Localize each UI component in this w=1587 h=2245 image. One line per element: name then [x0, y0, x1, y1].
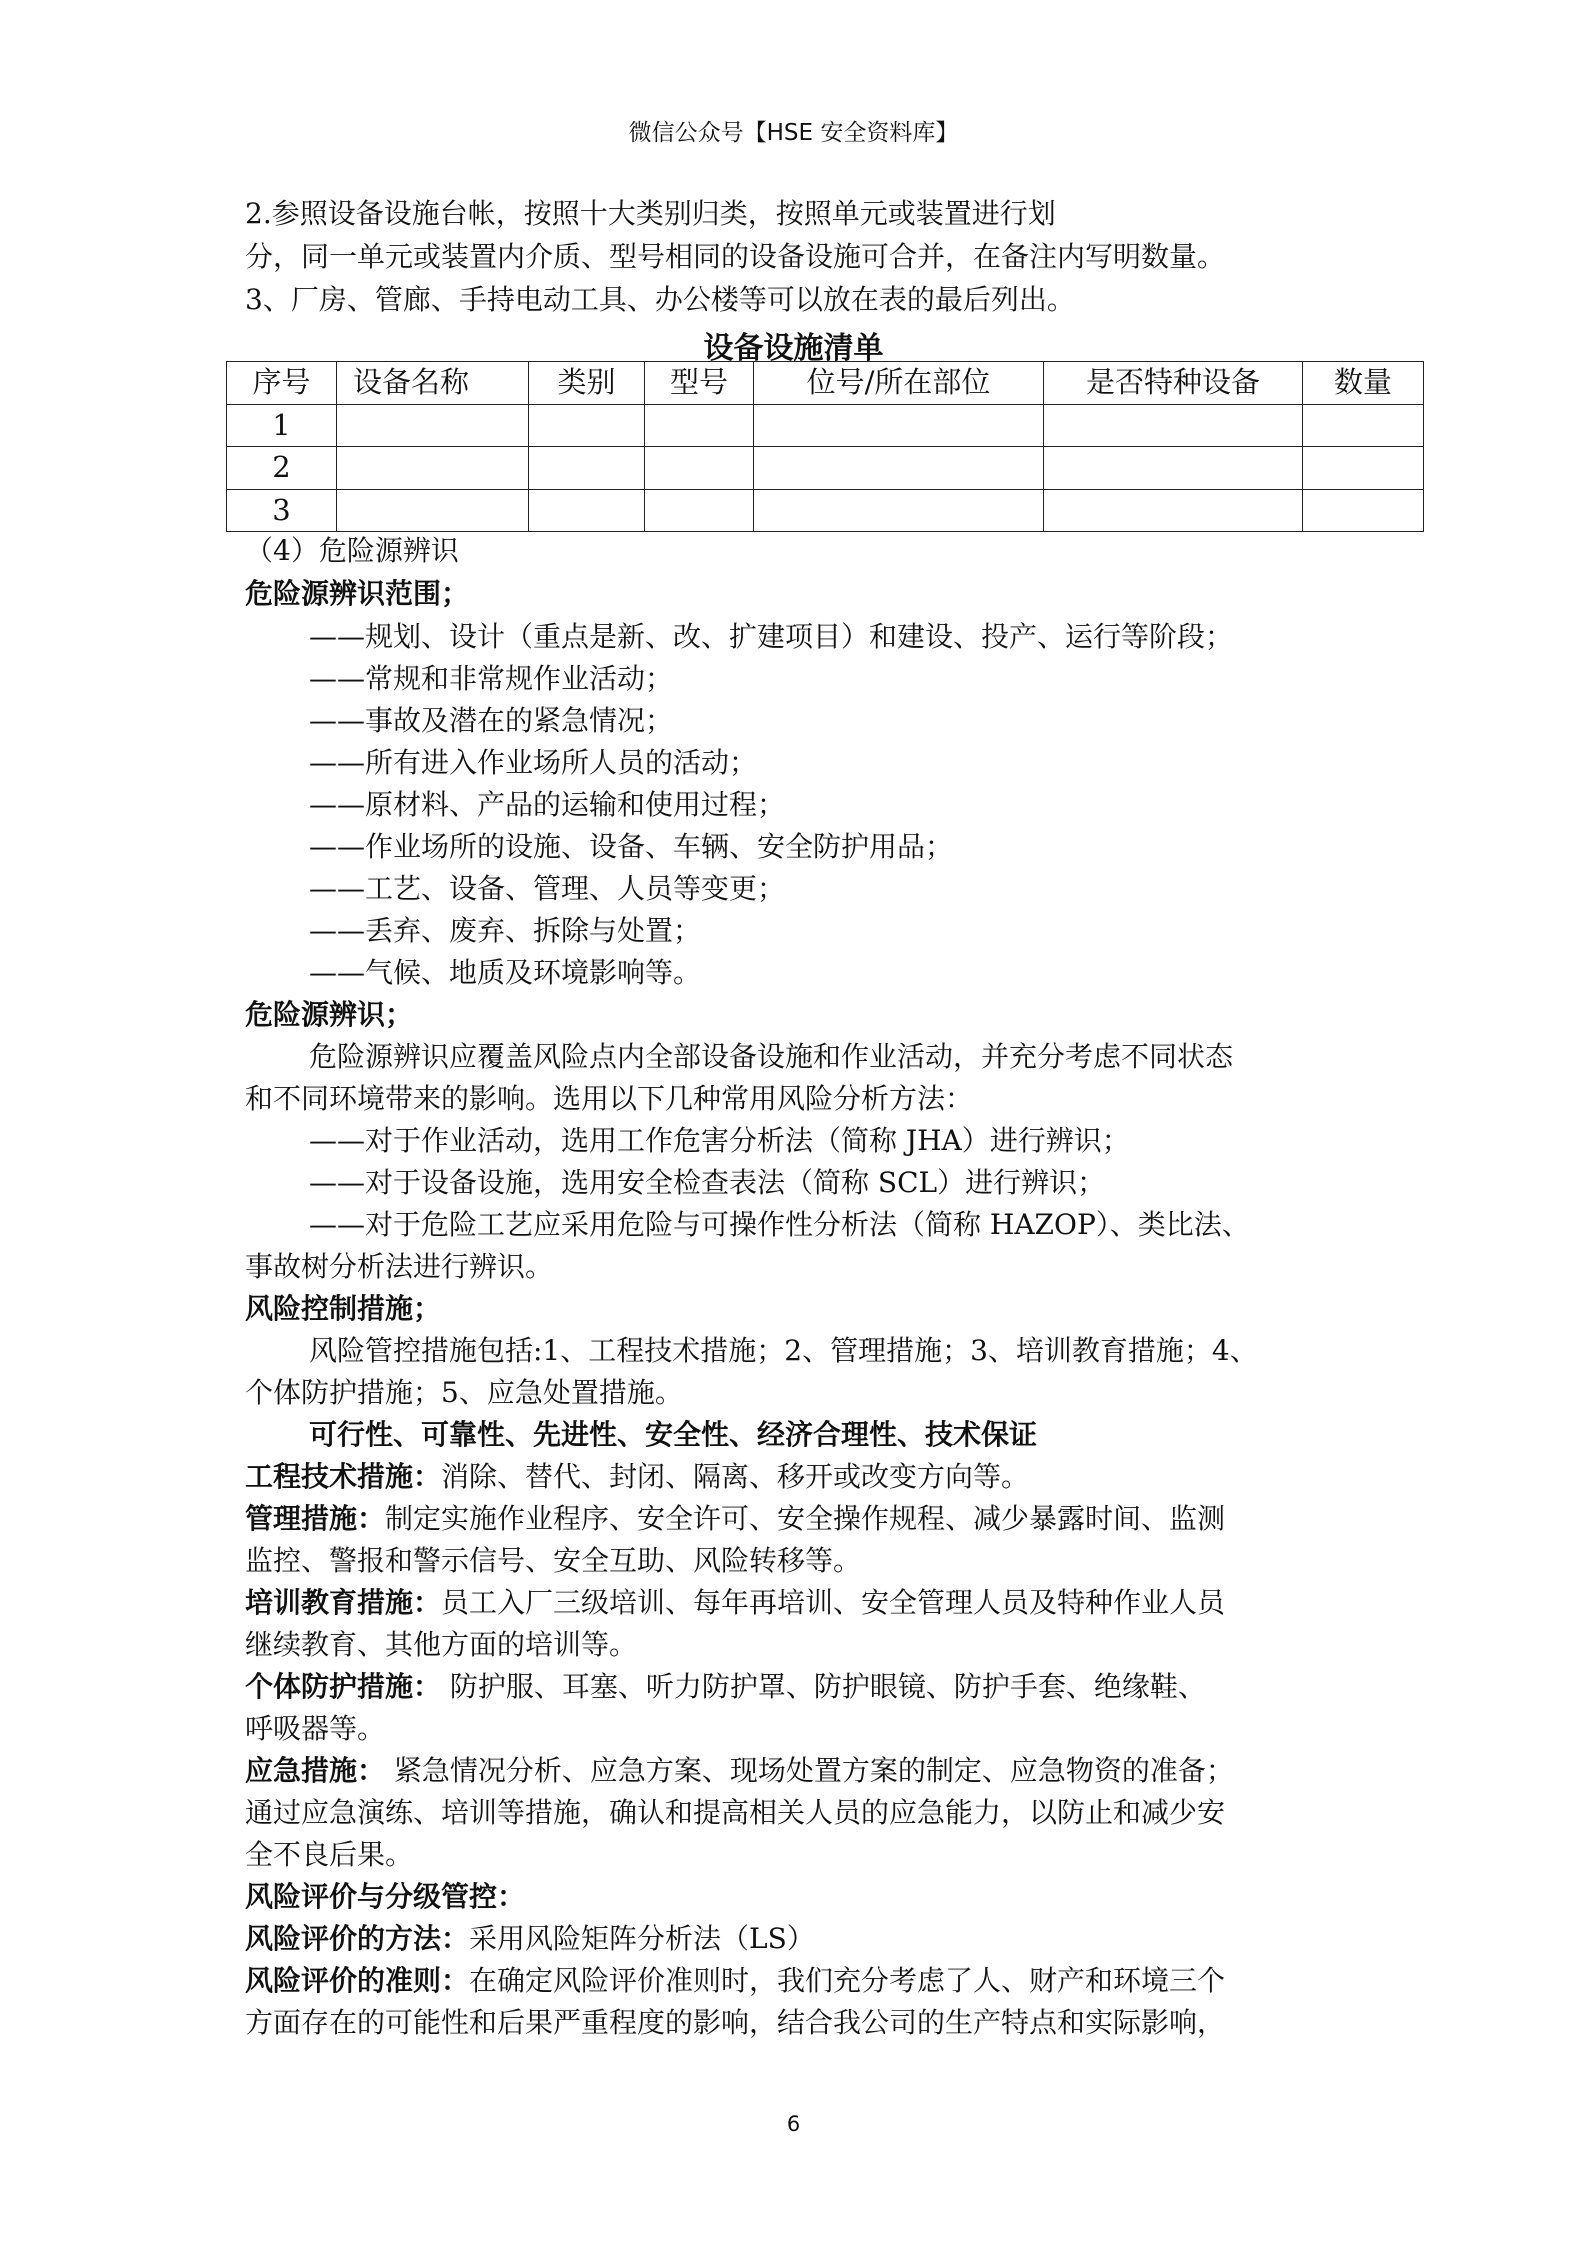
- table-title: 设备设施清单: [703, 331, 884, 366]
- column-header: 型号: [645, 362, 754, 405]
- page-number: 6: [786, 2112, 801, 2136]
- table-cell: [529, 404, 645, 447]
- measure-text: 监控、警报和警示信号、安全互助、风险转移等。: [245, 1544, 862, 1577]
- note-line: 分，同一单元或装置内介质、型号相同的设备设施可合并，在备注内写明数量。: [245, 240, 1226, 273]
- table-cell: [1303, 447, 1424, 490]
- section-title: （4）危险源辨识: [245, 534, 459, 567]
- measure-text: 防护服、耳塞、听力防护罩、防护眼镜、防护手套、绝缘鞋、: [441, 1670, 1206, 1703]
- paragraph-line: 事故树分析法进行辨识。: [245, 1250, 554, 1283]
- scope-item: ——事故及潜在的紧急情况；: [309, 704, 674, 737]
- measure-label: 个体防护措施：: [245, 1670, 442, 1703]
- page-header: 微信公众号【HSE 安全资料库】: [628, 120, 959, 146]
- table-cell: [1044, 447, 1303, 490]
- scope-item: ——常规和非常规作业活动；: [309, 662, 674, 695]
- measure-ppe: [245, 1670, 1206, 1703]
- table-cell: 3: [227, 489, 337, 532]
- table-cell: [754, 404, 1044, 447]
- paragraph-line: 风险管控措施包括:1、工程技术措施；2、管理措施；3、培训教育措施；4、: [309, 1334, 1258, 1367]
- table-header-row: [227, 362, 1424, 405]
- paragraph-line: 和不同环境带来的影响。选用以下几种常用风险分析方法：: [245, 1082, 974, 1115]
- column-header: 设备名称: [337, 362, 529, 405]
- scope-item: ——气候、地质及环境影响等。: [309, 956, 702, 989]
- measure-label: 管理措施：: [245, 1502, 386, 1535]
- scope-item: ——所有进入作业场所人员的活动；: [309, 746, 758, 779]
- eval-method: [245, 1922, 815, 1955]
- column-header: 位号/所在部位: [754, 362, 1044, 405]
- measure-text: 员工入厂三级培训、每年再培训、安全管理人员及特种作业人员: [441, 1586, 1226, 1619]
- note-line: 3、厂房、管廊、手持电动工具、办公楼等可以放在表的最后列出。: [245, 283, 1075, 316]
- measure-text: 通过应急演练、培训等措施，确认和提高相关人员的应急能力，以防止和减少安: [245, 1796, 1226, 1829]
- table-cell: 1: [227, 404, 337, 447]
- measure-label: 培训教育措施：: [245, 1586, 442, 1619]
- measure-label: 应急措施：: [245, 1754, 386, 1787]
- eval-label: 风险评价的准则：: [245, 1964, 470, 1997]
- table-cell: [337, 447, 529, 490]
- column-header: 序号: [227, 362, 337, 405]
- column-header: 数量: [1303, 362, 1424, 405]
- table-row: [227, 404, 1424, 447]
- principles-line: 可行性、可靠性、先进性、安全性、经济合理性、技术保证: [309, 1418, 1038, 1451]
- method-item: ——对于作业活动，选用工作危害分析法（简称 JHA）进行辨识；: [309, 1124, 1130, 1157]
- paragraph-line: 个体防护措施；5、应急处置措施。: [245, 1376, 683, 1409]
- measure-train: [245, 1586, 1226, 1619]
- table-cell: [754, 447, 1044, 490]
- table-cell: [645, 447, 754, 490]
- table-row: [227, 447, 1424, 490]
- ident-heading: 危险源辨识；: [245, 998, 414, 1031]
- table-cell: [529, 489, 645, 532]
- table-cell: 2: [227, 447, 337, 490]
- measure-text: 全不良后果。: [245, 1838, 414, 1871]
- eval-heading: 风险评价与分级管控：: [245, 1880, 526, 1913]
- column-header: 是否特种设备: [1044, 362, 1303, 405]
- equipment-table: [226, 361, 1424, 532]
- note-line: 2.参照设备设施台帐，按照十大类别归类，按照单元或装置进行划: [245, 197, 1056, 230]
- column-header: 类别: [529, 362, 645, 405]
- scope-item: ——作业场所的设施、设备、车辆、安全防护用品；: [309, 830, 954, 863]
- eval-text: 在确定风险评价准则时，我们充分考虑了人、财产和环境三个: [469, 1964, 1226, 1997]
- table-cell: [1303, 404, 1424, 447]
- scope-heading: 危险源辨识范围；: [245, 577, 470, 610]
- eval-label: 风险评价的方法：: [245, 1922, 470, 1955]
- paragraph-line: 危险源辨识应覆盖风险点内全部设备设施和作业活动，并充分考虑不同状态: [309, 1040, 1234, 1073]
- measure-eng: [245, 1460, 1030, 1493]
- table-cell: [645, 404, 754, 447]
- measure-text: 继续教育、其他方面的培训等。: [245, 1628, 638, 1661]
- eval-criteria: [245, 1964, 1226, 1997]
- table-cell: [1044, 404, 1303, 447]
- method-item: ——对于危险工艺应采用危险与可操作性分析法（简称 HAZOP）、类比法、: [309, 1208, 1250, 1241]
- measure-label: 工程技术措施：: [245, 1460, 442, 1493]
- table-cell: [337, 489, 529, 532]
- table-cell: [1044, 489, 1303, 532]
- table-cell: [337, 404, 529, 447]
- measure-emerg: [245, 1754, 1234, 1787]
- measure-text: 制定实施作业程序、安全许可、安全操作规程、减少暴露时间、监测: [385, 1502, 1226, 1535]
- table-cell: [645, 489, 754, 532]
- method-item: ——对于设备设施，选用安全检查表法（简称 SCL）进行辨识；: [309, 1166, 1106, 1199]
- scope-item: ——丢弃、废弃、拆除与处置；: [309, 914, 702, 947]
- table-row: [227, 489, 1424, 532]
- scope-item: ——原材料、产品的运输和使用过程；: [309, 788, 786, 821]
- table-cell: [1303, 489, 1424, 532]
- eval-text: 采用风险矩阵分析法（LS）: [469, 1922, 815, 1955]
- measure-text: 呼吸器等。: [245, 1712, 386, 1745]
- table-cell: [529, 447, 645, 490]
- measure-text: 消除、替代、封闭、隔离、移开或改变方向等。: [441, 1460, 1030, 1493]
- eval-text: 方面存在的可能性和后果严重程度的影响，结合我公司的生产特点和实际影响，: [245, 2006, 1226, 2039]
- table-cell: [754, 489, 1044, 532]
- control-heading: 风险控制措施；: [245, 1292, 442, 1325]
- measure-text: 紧急情况分析、应急方案、现场处置方案的制定、应急物资的准备；: [385, 1754, 1234, 1787]
- scope-item: ——工艺、设备、管理、人员等变更；: [309, 872, 786, 905]
- scope-item: ——规划、设计（重点是新、改、扩建项目）和建设、投产、运行等阶段；: [309, 620, 1234, 653]
- measure-mgmt: [245, 1502, 1226, 1535]
